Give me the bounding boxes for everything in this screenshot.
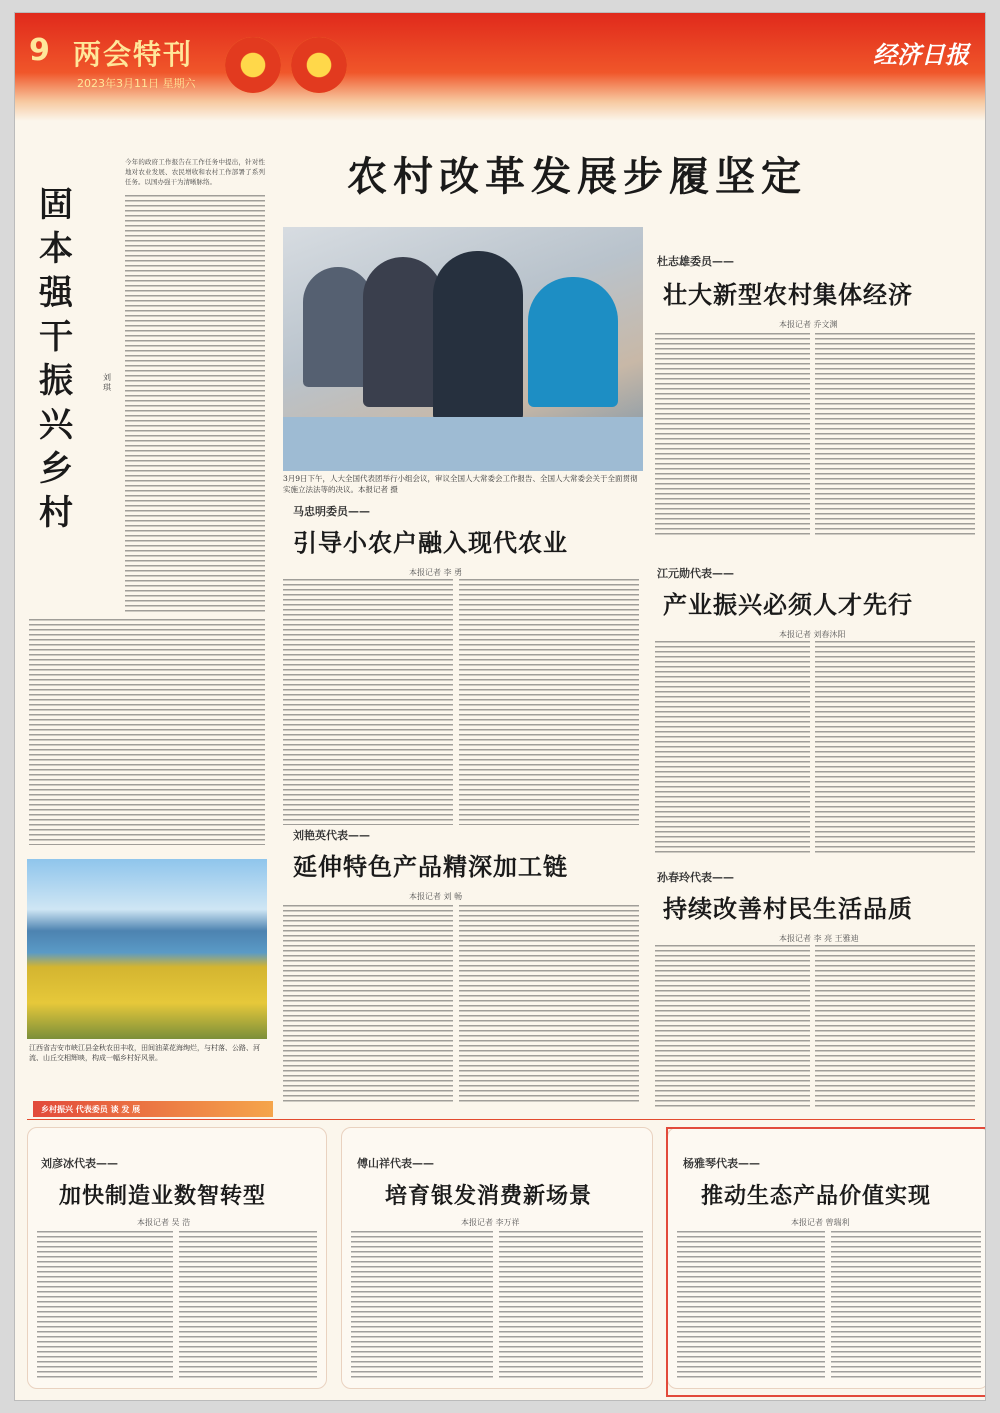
article-body-text: [283, 905, 453, 1105]
article-body-text: [459, 905, 639, 1105]
highlighted-article-frame[interactable]: [666, 1127, 986, 1397]
feature-body-text-2: [29, 619, 265, 845]
article-kicker: 刘彦冰代表——: [41, 1157, 118, 1170]
article-byline: 本报记者 李 勇: [409, 568, 463, 577]
article-byline: 本报记者 吴 浩: [137, 1218, 191, 1227]
article-kicker: 刘艳英代表——: [293, 829, 370, 842]
article-body-text: [655, 945, 810, 1109]
article-kicker: 傅山祥代表——: [357, 1157, 434, 1170]
article-body-text: [815, 945, 975, 1109]
meeting-photo: [283, 227, 643, 471]
article-kicker: 杜志雄委员——: [657, 255, 734, 268]
article-body-text: [655, 641, 810, 855]
article-title: 延伸特色产品精深加工链: [293, 852, 568, 881]
feature-author: 刘 琪: [103, 373, 111, 392]
article-title: 培育银发消费新场景: [385, 1183, 593, 1209]
article-body-text: [283, 579, 453, 825]
article-body-text: [499, 1231, 643, 1381]
article-byline: 本报记者 李 亮 王雅迪: [779, 934, 859, 943]
article-kicker: 孙春玲代表——: [657, 871, 734, 884]
article-body-text: [815, 333, 975, 537]
page-number: 9: [29, 33, 50, 68]
article-byline: 本报记者 刘春沐阳: [779, 630, 846, 639]
article-title: 持续改善村民生活品质: [663, 894, 913, 923]
article-body-text: [459, 579, 639, 825]
section-title: 两会特刊: [73, 38, 194, 71]
article-byline: 本报记者 乔文渊: [779, 320, 838, 329]
national-emblem-icon: [225, 37, 281, 93]
article-body-text: [37, 1231, 173, 1381]
article-kicker: 杨雅琴代表——: [683, 1157, 760, 1170]
article-byline: 本报记者 曾瑞利: [791, 1218, 850, 1227]
article-byline: 本报记者 刘 畅: [409, 892, 463, 901]
article-title: 产业振兴必须人才先行: [663, 590, 913, 619]
article-title: 加快制造业数智转型: [59, 1183, 267, 1209]
article-kicker: 江元勋代表——: [657, 567, 734, 580]
feature-lead: 今年的政府工作报告在工作任务中提出，针对性地对农业发展、农民增收和农村工作部署了系列任务。以国办强干为清晰脉络。: [125, 158, 265, 186]
feature-title: 固本强干振兴乡村: [39, 185, 73, 533]
rural-landscape-photo: [27, 859, 267, 1039]
article-title: 壮大新型农村集体经济: [663, 280, 913, 309]
article-body-text: [179, 1231, 317, 1381]
article-body-text: [655, 333, 810, 537]
article-body-text: [351, 1231, 493, 1381]
page-header: [15, 13, 986, 121]
article-kicker: 马忠明委员——: [293, 505, 370, 518]
divider: [27, 1119, 975, 1120]
feature-body-text: [125, 195, 265, 615]
theme-strip: 乡村振兴 代表委员 谈 发 展: [33, 1101, 273, 1117]
article-title: 引导小农户融入现代农业: [293, 528, 568, 557]
article-body-text: [815, 641, 975, 855]
main-headline: 农村改革发展步履坚定: [347, 153, 807, 200]
article-title: 推动生态产品价值实现: [701, 1183, 932, 1209]
landscape-photo-caption: 江西省吉安市峡江县金秋农田丰收，田间油菜花海绚烂，与村落、公路、河流、山丘交相辉映，构成一幅乡村好风景。: [29, 1044, 260, 1062]
cppcc-emblem-icon: [291, 37, 347, 93]
newspaper-page: [14, 12, 986, 1401]
issue-date: 2023年3月11日 星期六: [77, 77, 196, 90]
article-byline: 本报记者 李万祥: [461, 1218, 520, 1227]
newspaper-logo: 经济日报: [873, 40, 969, 69]
meeting-photo-caption: 3月9日下午，人大全国代表团举行小组会议，审议全国人大常委会工作报告、全国人大常委会关于全面贯彻实施立法法等的决议。本报记者 摄: [283, 474, 638, 494]
